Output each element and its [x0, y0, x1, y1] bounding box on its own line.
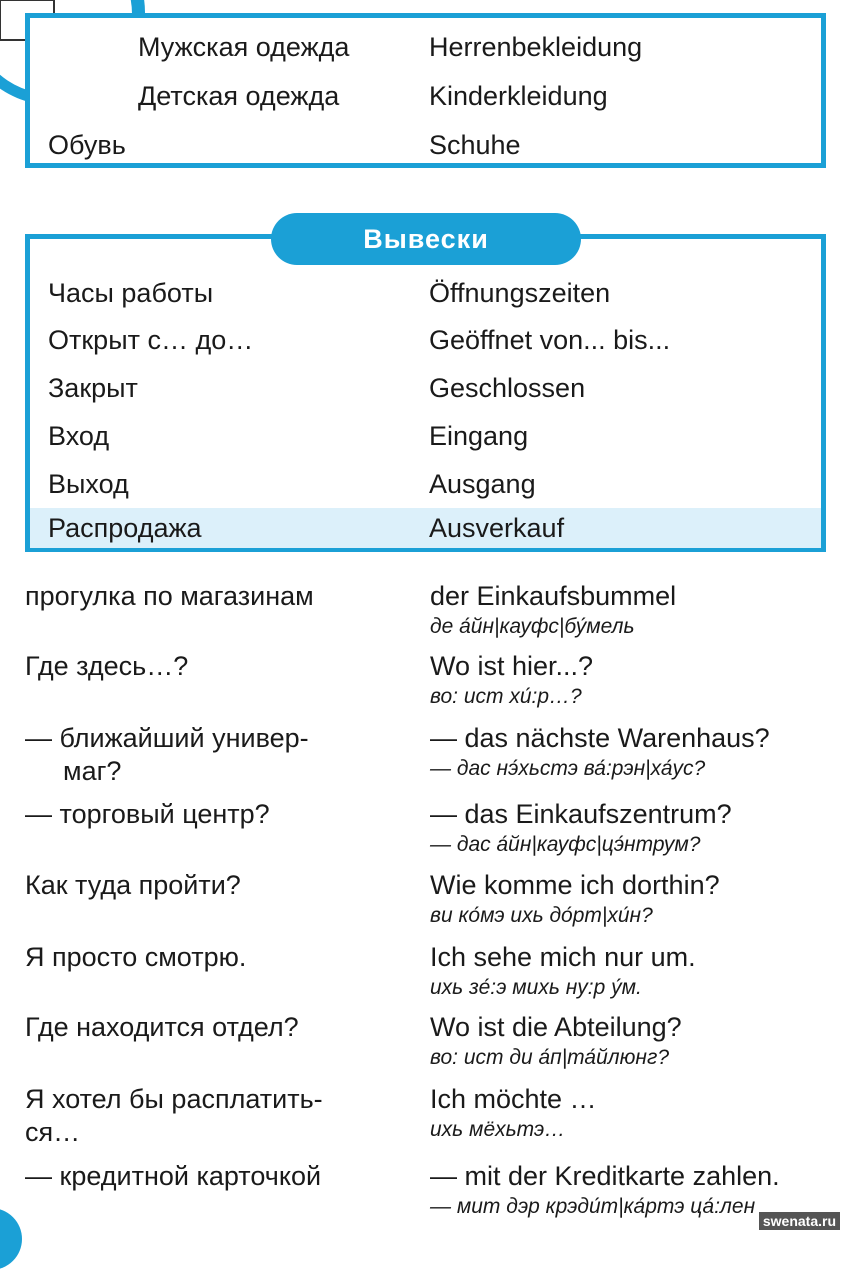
de-phrase: Wo ist die Abteilung?: [430, 1012, 682, 1042]
ru-line: Я хотел бы расплатить-: [25, 1084, 323, 1114]
de-phrase: Ich sehe mich nur um.: [430, 942, 696, 972]
ru-text: Обувь: [48, 130, 126, 160]
ru-text: Мужская одежда: [138, 32, 350, 62]
signs-table: [25, 234, 826, 552]
transcription: во: ист ди а́п|та́йлюнг?: [430, 1046, 670, 1069]
ru-phrase: [25, 1083, 405, 1149]
ru-text: Часы работы: [48, 278, 214, 308]
ru-line: — ближайший универ-: [25, 723, 309, 753]
transcription: во: ист хи́:р…?: [430, 685, 582, 708]
corner-decoration: [0, 1208, 22, 1270]
ru-phrase: [25, 650, 405, 683]
table-row: [30, 508, 821, 548]
transcription: де а́йн|кауфс|бу́мель: [430, 615, 635, 638]
de-phrase: der Einkaufsbummel: [430, 581, 677, 611]
ru-line-continued: маг?: [63, 756, 122, 786]
clothing-table: [25, 13, 826, 168]
ru-text: Открыт с… до…: [48, 325, 254, 355]
ru-phrase: [25, 1160, 405, 1193]
ru-line-continued: ся…: [25, 1117, 81, 1147]
transcription: — дас нэ́хьстэ ва́:рэн|ха́ус?: [430, 757, 706, 780]
transcription: ви ко́мэ ихь до́рт|хи́н?: [430, 904, 653, 927]
transcription: — дас а́йн|кауфс|цэ́нтрум?: [430, 833, 701, 856]
de-phrase: Wo ist hier...?: [430, 651, 594, 681]
de-text: Öffnungszeiten: [429, 278, 611, 308]
ru-text: Выход: [48, 469, 129, 499]
ru-line: прогулка по магазинам: [25, 581, 314, 611]
ru-line: Где находится отдел?: [25, 1012, 299, 1042]
ru-text: Детская одежда: [138, 81, 340, 111]
de-phrase: Wie komme ich dorthin?: [430, 870, 720, 900]
de-phrase: — mit der Kreditkarte zahlen.: [430, 1161, 780, 1191]
de-text: Geöffnet von... bis...: [429, 325, 671, 355]
de-text: Ausgang: [429, 469, 536, 499]
de-text: Ausverkauf: [429, 513, 565, 543]
de-text: Geschlossen: [429, 373, 586, 403]
ru-phrase: [25, 722, 405, 788]
transcription: ихь зе́:э михь ну:р у́м.: [430, 976, 642, 999]
ru-text: Закрыт: [48, 373, 138, 403]
ru-phrase: [25, 798, 405, 831]
watermark: swenata.ru: [759, 1212, 840, 1230]
ru-line: — торговый центр?: [25, 799, 270, 829]
de-text: Herrenbekleidung: [429, 32, 643, 62]
de-phrase: — das Einkaufszentrum?: [430, 799, 732, 829]
ru-phrase: [25, 580, 405, 613]
de-text: Kinderkleidung: [429, 81, 608, 111]
ru-line: — кредитной карточкой: [25, 1161, 322, 1191]
ru-line: Как туда пройти?: [25, 870, 241, 900]
ru-line: Где здесь…?: [25, 651, 189, 681]
ru-phrase: [25, 1011, 405, 1044]
de-phrase: Ich möchte …: [430, 1084, 597, 1114]
de-text: Eingang: [429, 421, 529, 451]
ru-text: Вход: [48, 421, 110, 451]
ru-line: Я просто смотрю.: [25, 942, 247, 972]
de-phrase: — das nächste Warenhaus?: [430, 723, 770, 753]
de-text: Schuhe: [429, 130, 521, 160]
transcription: — мит дэр крэди́т|ка́ртэ ца́:лен: [430, 1195, 756, 1218]
transcription: ихь мёхьтэ…: [430, 1118, 566, 1141]
ru-text: Распродажа: [48, 513, 202, 543]
ru-phrase: [25, 941, 405, 974]
signs-title: Вывески: [271, 213, 581, 265]
ru-phrase: [25, 869, 405, 902]
